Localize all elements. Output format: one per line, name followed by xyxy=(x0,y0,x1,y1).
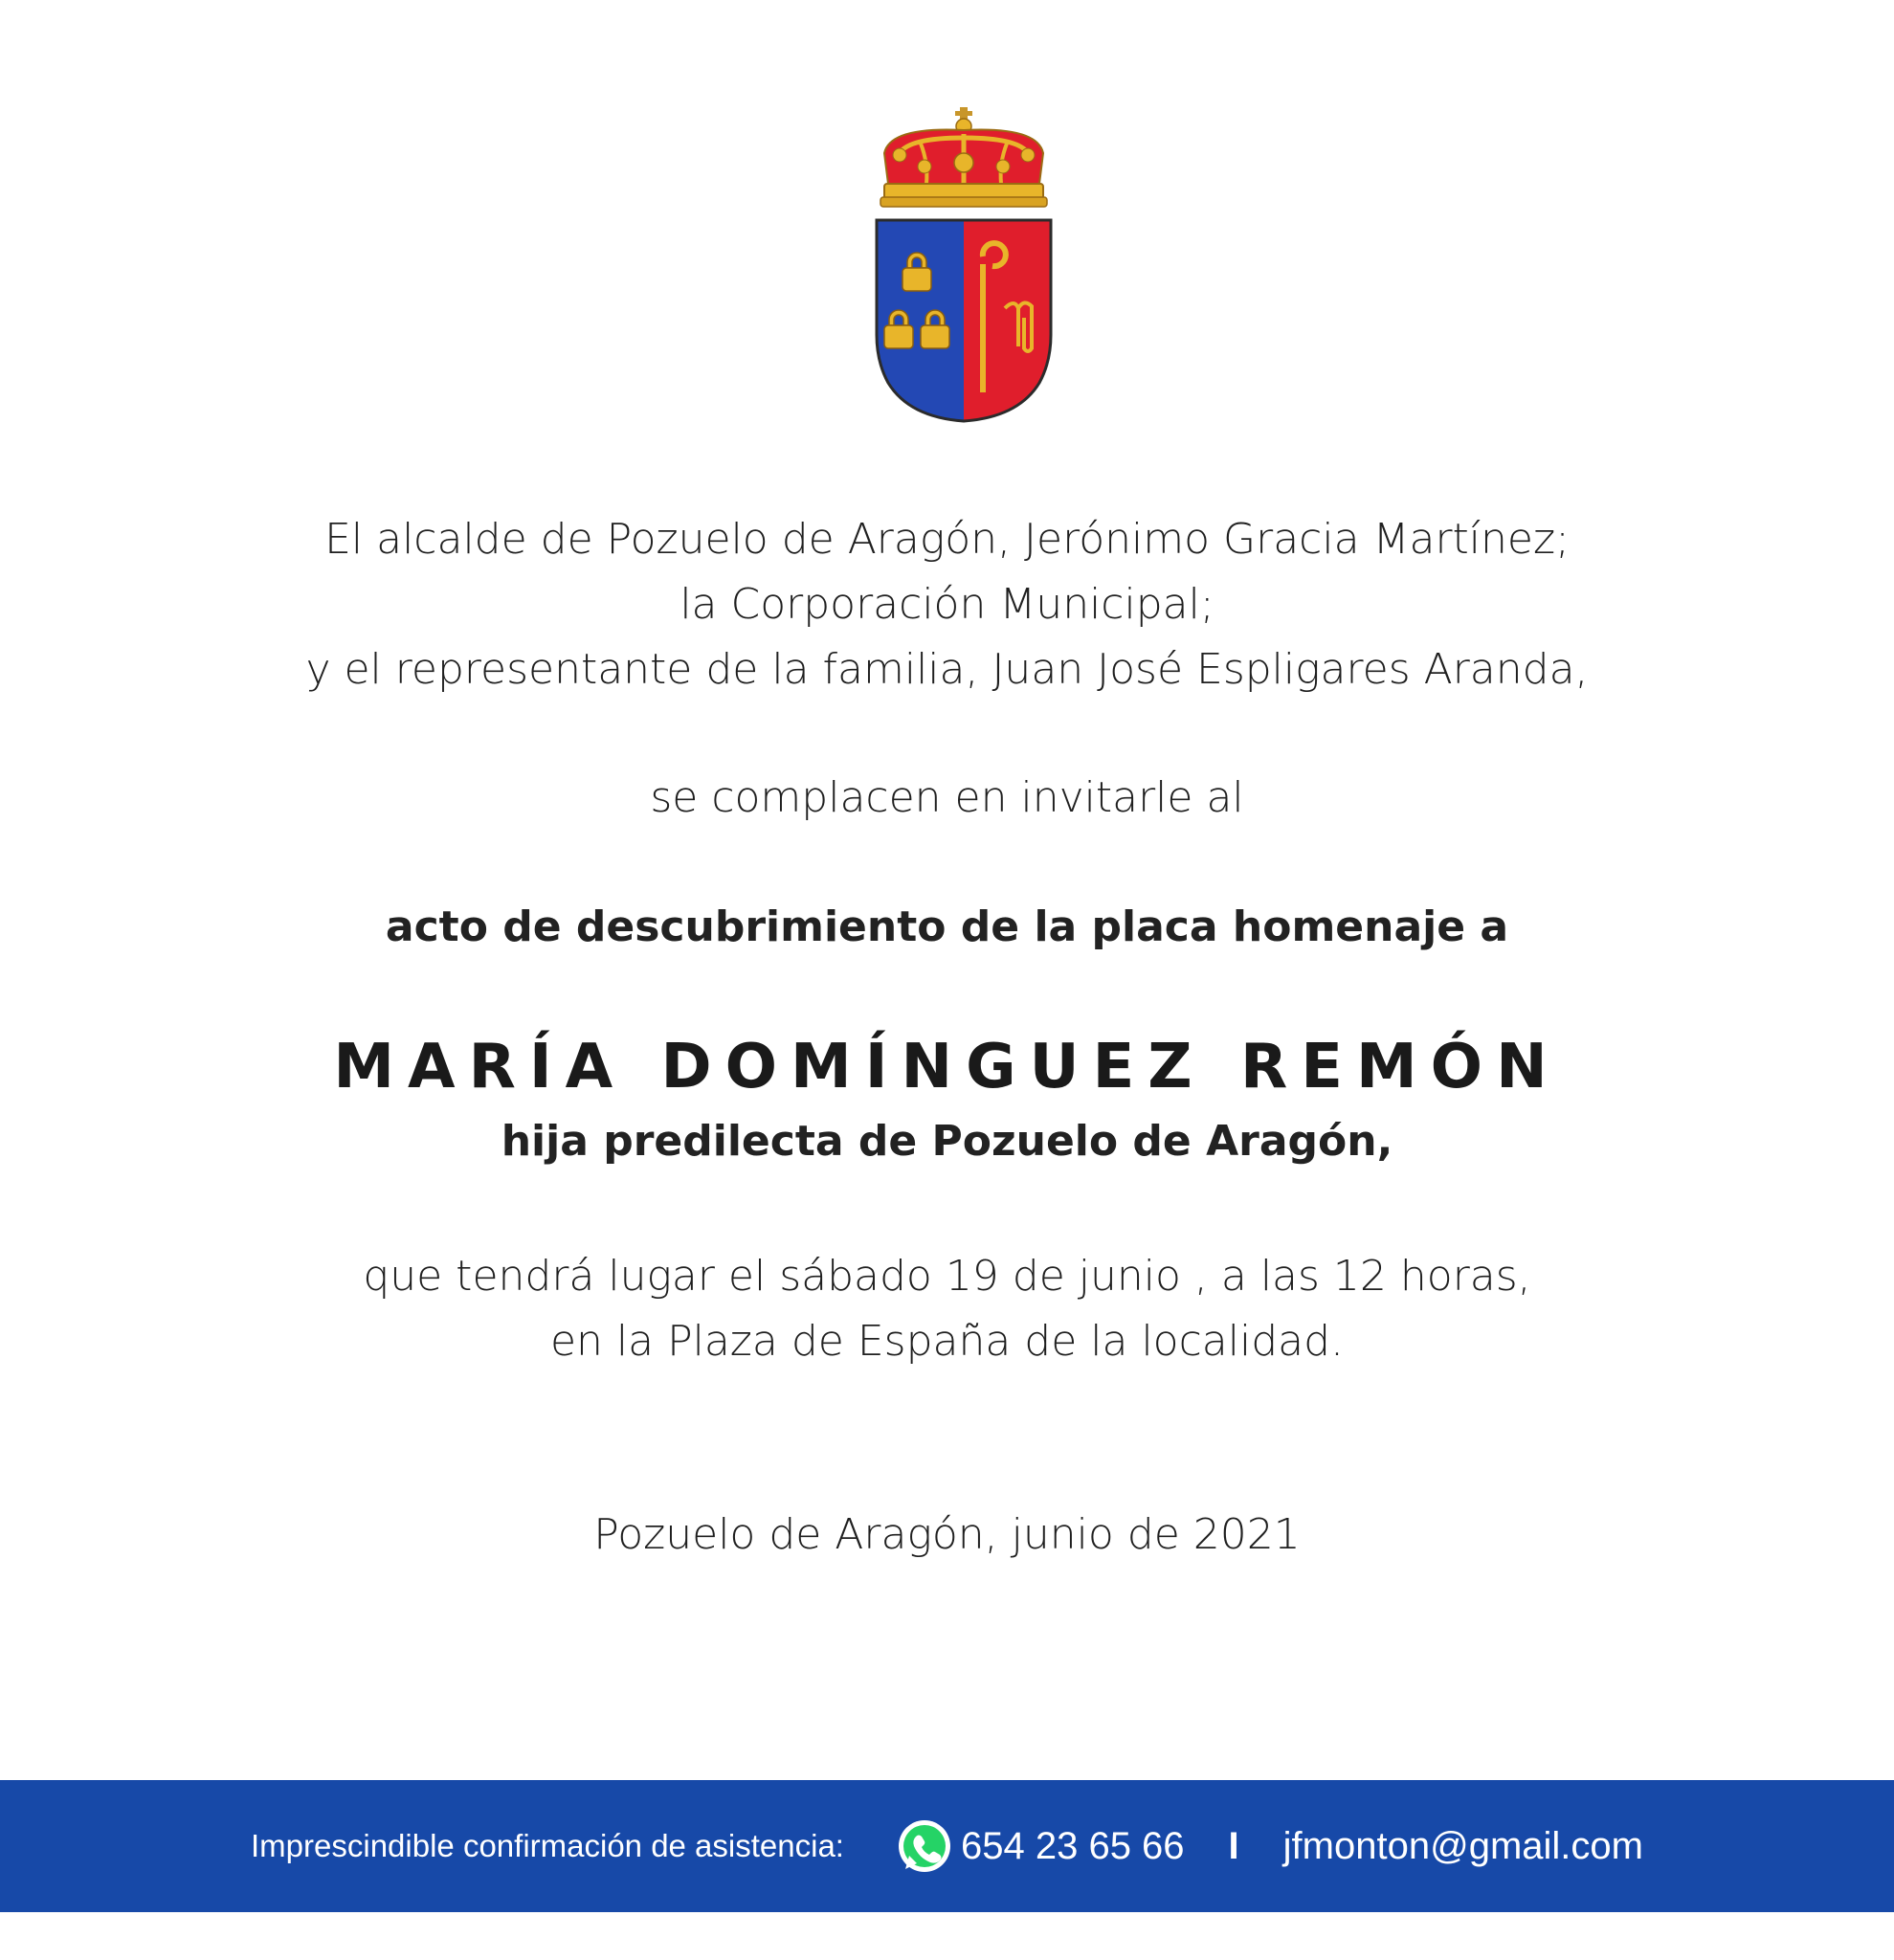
footer-separator: I xyxy=(1228,1824,1239,1867)
phone-number-link[interactable]: 654 23 65 66 xyxy=(960,1824,1185,1867)
honoree-name: MARÍA DOMÍNGUEZ REMÓN xyxy=(333,1032,1561,1102)
event-place-line: en la Plaza de España de la localidad. xyxy=(549,1317,1345,1366)
crown-icon xyxy=(880,107,1047,207)
host-corporation-line: la Corporación Municipal; xyxy=(680,580,1214,629)
footer-confirmation-note: Imprescindible confirmación de asistencia: xyxy=(251,1828,844,1863)
host-mayor-line: El alcalde de Pozuelo de Aragón, Jerónimo Gracia Martínez; xyxy=(324,515,1570,564)
honoree-title: hija predilecta de Pozuelo de Aragón, xyxy=(501,1117,1393,1166)
signoff-block xyxy=(0,1503,1894,1568)
invite-line: se complacen en invitarle al xyxy=(650,773,1244,822)
whatsapp-icon xyxy=(896,1817,953,1875)
event-details-block xyxy=(0,1244,1894,1374)
act-line: acto de descubrimiento de la placa homenaje a xyxy=(385,902,1509,951)
shield-icon xyxy=(877,220,1051,421)
coat-of-arms-emblem xyxy=(871,105,1057,425)
signoff-line: Pozuelo de Aragón, junio de 2021 xyxy=(593,1510,1301,1559)
email-link[interactable]: jfmonton@gmail.com xyxy=(1282,1824,1643,1867)
hosts-block xyxy=(0,507,1894,702)
event-date-line: que tendrá lugar el sábado 19 de junio , a las 12 horas, xyxy=(363,1252,1531,1301)
host-family-line: y el representante de la familia, Juan José Espligares Aranda, xyxy=(305,645,1589,694)
invite-block xyxy=(0,766,1894,831)
footer-bar xyxy=(0,1780,1894,1912)
